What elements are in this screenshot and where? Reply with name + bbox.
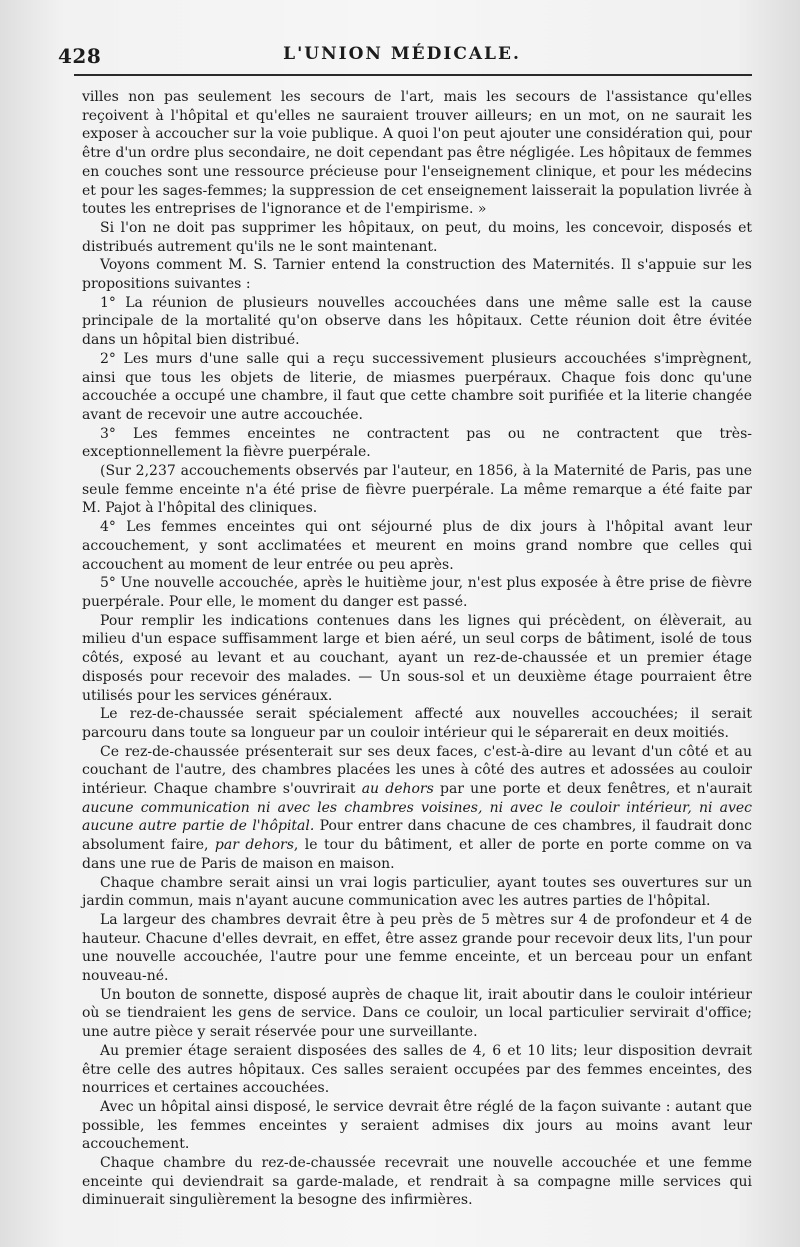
paragraph: 4° Les femmes enceintes qui ont séjourné plus de dix jours à l'hôpital avant leur accouchement, y sont acclimatées et meurent en moins grand nombre que celles qui accouchent au moment de leur entrée ou peu après. — [82, 519, 752, 573]
text-segment: , le tour du bâtiment, et aller de porte en porte comme on va dans une rue de Paris de maison en maison. — [82, 837, 752, 872]
paragraph: Voyons comment M. S. Tarnier entend la construction des Maternités. Il s'appuie sur les propositions suivantes : — [82, 257, 752, 293]
page-header — [58, 44, 746, 76]
paragraph: Le rez-de-chaussée serait spécialement affecté aux nouvelles accouchées; il serait parcouru dans toute sa longueur par un couloir intérieur qui le séparerait en deux moitiés. — [82, 706, 752, 741]
italic-phrase: au dehors — [361, 781, 434, 798]
paragraph: Pour remplir les indications contenues dans les lignes qui précèdent, on élèverait, au milieu d'un espace suffisamment large et bien aéré, un seul corps de bâtiment, isolé de tous côtés, exposé au levant et au couchant, ayant un rez-de-chaussée et un premier étage disposés pour recevoir des malades. — Un sous-sol et un deuxième étage pourraient être utilisés pour les services généraux. — [82, 612, 752, 704]
page-number: 428 — [58, 44, 102, 68]
paragraph: 2° Les murs d'une salle qui a reçu successivement plusieurs accouchées s'imprègnent, ainsi que tous les objets de literie, de miasmes puerpéraux. Chaque fois donc qu'une accouchée a occupé une chambre, il faut que cette chambre soit purifiée et la literie changée avant de recevoir une autre accouchée. — [82, 350, 752, 423]
header-rule — [74, 74, 752, 76]
paragraph-with-italics — [82, 743, 752, 874]
paragraph: Si l'on ne doit pas supprimer les hôpitaux, on peut, du moins, les concevoir, disposés et distribués autrement qu'ils ne le sont maintenant. — [82, 219, 752, 255]
paragraph: Chaque chambre du rez-de-chaussée recevrait une nouvelle accouchée et une femme enceinte qui deviendrait sa garde-malade, et rendrait à sa compagne mille services qui diminuerait singulièrement la besogne des infirmières. — [82, 1155, 752, 1209]
italic-phrase: par dehors — [214, 837, 294, 854]
text-segment: Pour entrer dans chacune de ces chambres, il faudrait donc absolument faire, — [82, 818, 752, 854]
paragraph: (Sur 2,237 accouchements observés par l'auteur, en 1856, à la Maternité de Paris, pas une seule femme enceinte n'a été prise de fièvre puerpérale. La même remarque a été faite par M. Pajot à l'hôpital des cliniques. — [82, 463, 752, 517]
text-segment: Ce rez-de-chaussée présenterait sur ses deux faces, c'est-à-dire au levant d'un côté et au couchant de l'autre, des chambres placées les unes à côté des autres et adossées au couloir intérieur. Chaque chambre s'ouvrirait — [82, 743, 752, 798]
body-text — [82, 88, 752, 1210]
paragraph: villes non pas seulement les secours de l'art, mais les secours de l'assistance qu'elles reçoivent à l'hôpital et qu'elles ne sauraient trouver ailleurs; en un mot, on ne saurait les exposer à accoucher sur la voie publique. A quoi l'on peut ajouter une considération qui, pour être d'un ordre plus secondaire, ne doit cependant pas être négligée. Les hôpitaux de femmes en couches sont une ressource précieuse pour l'enseignement clinique, et pour les médecins et pour les sages-femmes; la suppression de cet enseignement laisserait la population livrée à toutes les entreprises de l'ignorance et de l'empirisme. » — [82, 89, 752, 218]
paragraph: Au premier étage seraient disposées des salles de 4, 6 et 10 lits; leur disposition devrait être celle des autres hôpitaux. Ces salles seraient occupées par des femmes enceintes, des nourrices et certaines accouchées. — [82, 1042, 752, 1097]
running-title: L'UNION MÉDICALE. — [283, 44, 521, 64]
italic-phrase: aucune communication ni avec les chambres voisines, ni avec le couloir intérieur, ni avec aucune autre partie de l'hôpital. — [82, 799, 752, 835]
paragraph: 1° La réunion de plusieurs nouvelles accouchées dans une même salle est la cause principale de la mortalité qu'on observe dans les hôpitaux. Cette réunion doit être évitée dans un hôpital bien distribué. — [82, 294, 752, 349]
paragraph: Chaque chambre serait ainsi un vrai logis particulier, ayant toutes ses ouvertures sur un jardin commun, mais n'ayant aucune communication avec les autres parties de l'hôpital. — [82, 874, 752, 910]
paragraph: 5° Une nouvelle accouchée, après le huitième jour, n'est plus exposée à être prise de fièvre puerpérale. Pour elle, le moment du danger est passé. — [82, 575, 752, 610]
text-segment: par une porte et deux fenêtres, et n'aurait — [433, 781, 752, 798]
paragraph: Avec un hôpital ainsi disposé, le service devrait être réglé de la façon suivante : autant que possible, les femmes enceintes y seraient admises dix jours au moins avant leur accouchement. — [82, 1098, 752, 1153]
paragraph: 3° Les femmes enceintes ne contractent pas ou ne contractent que très-exceptionnellement la fièvre puerpérale. — [82, 425, 752, 461]
paragraph: La largeur des chambres devrait être à peu près de 5 mètres sur 4 de profondeur et 4 de hauteur. Chacune d'elles devrait, en effet, être assez grande pour recevoir deux lits, l'un pour une nouvelle accouchée, l'autre pour une femme enceinte, et un berceau pour un enfant nouveau-né. — [82, 911, 752, 985]
paragraph: Un bouton de sonnette, disposé auprès de chaque lit, irait aboutir dans le couloir intérieur où se tiendraient les gens de service. Dans ce couloir, un local particulier servirait d'office; une autre pièce y serait réservée pour une surveillante. — [82, 986, 752, 1041]
